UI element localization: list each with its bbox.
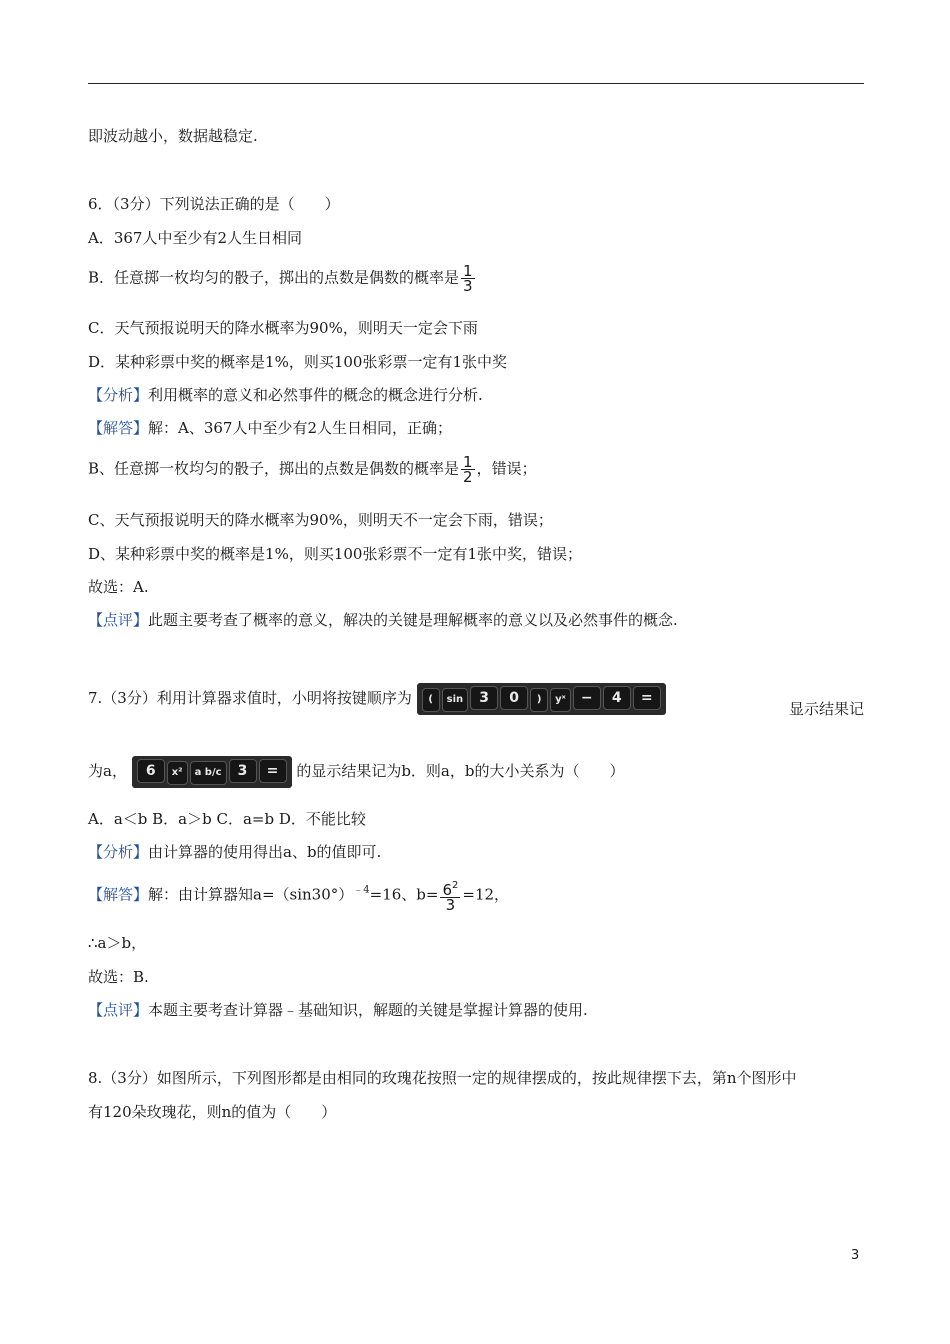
header-rule — [88, 83, 864, 84]
key-open-paren: ( — [422, 688, 440, 712]
option-b-text: B．任意掷一枚均匀的骰子，掷出的点数是偶数的概率是 — [88, 268, 460, 287]
solution-suffix: =12， — [462, 885, 510, 904]
question-7-stem-text: 7.（3分）利用计算器求值时，小明将按键顺序为 — [88, 689, 412, 707]
question-7-line2 — [88, 756, 624, 788]
key-power: yˣ — [550, 688, 571, 712]
key-square: x² — [167, 761, 188, 785]
question-7-therefore: ∴a＞b， — [88, 934, 147, 952]
question-6-analysis — [88, 385, 483, 405]
key-4: 4 — [603, 686, 631, 710]
calculator-keys-a — [417, 683, 666, 715]
question-6-solution-c: C、天气预报说明天的降水概率为90%，则明天不一定会下雨，错误； — [88, 511, 553, 529]
page-number: 3 — [851, 1248, 860, 1263]
question-7-answer: 故选：B. — [88, 968, 149, 986]
key-minus: − — [573, 686, 601, 710]
question-6-comment — [88, 610, 678, 630]
question-6-option-b — [88, 264, 477, 293]
fraction-numerator-base: 6 — [442, 881, 453, 899]
question-6-option-c: C．天气预报说明天的降水概率为90%，则明天一定会下雨 — [88, 319, 478, 337]
question-6-stem: 6．（3分）下列说法正确的是（ ） — [88, 195, 340, 213]
key-sin: sin — [442, 688, 469, 712]
calculator-keys-b — [132, 756, 292, 788]
fraction-one-half — [461, 455, 475, 484]
solution-b-text: B、任意掷一枚均匀的骰子，掷出的点数是偶数的概率是 — [88, 459, 460, 478]
question-6-option-a: A．367人中至少有2人生日相同 — [88, 229, 303, 247]
comment-text: 本题主要考查计算器﹣基础知识，解题的关键是掌握计算器的使用. — [148, 1001, 588, 1019]
key-equals: = — [259, 759, 287, 783]
text-line: 即波动越小，数据越稳定. — [88, 127, 258, 145]
key-close-paren: ) — [530, 688, 548, 712]
fraction-numerator: 1 — [463, 262, 473, 280]
analysis-text: 利用概率的意义和必然事件的概念的概念进行分析. — [148, 386, 483, 404]
key-3: 3 — [470, 686, 498, 710]
question-7-line2-suffix: 的显示结果记为b．则a，b的大小关系为（ ） — [296, 762, 625, 780]
fraction-denominator: 3 — [445, 896, 456, 914]
key-equals: = — [633, 686, 661, 710]
solution-text: 解：A、367人中至少有2人生日相同，正确； — [148, 419, 453, 437]
key-0: 0 — [500, 686, 528, 710]
question-7-solution — [88, 879, 509, 912]
question-7-stem-suffix: 显示结果记 — [788, 700, 864, 718]
question-8-stem-line1: 8.（3分）如图所示，下列图形都是由相同的玫瑰花按照一定的规律摆成的，按此规律摆下去，第n个图形中 — [88, 1069, 797, 1087]
question-7-comment — [88, 1000, 588, 1020]
question-7-options: A．a＜b B．a＞b C．a=b D．不能比较 — [88, 810, 366, 828]
question-6-option-d: D．某种彩票中奖的概率是1%，则买100张彩票一定有1张中奖 — [88, 353, 507, 371]
key-3: 3 — [229, 759, 257, 783]
fraction-numerator: 1 — [463, 453, 473, 471]
question-6-solution-d: D、某种彩票中奖的概率是1%，则买100张彩票不一定有1张中奖，错误； — [88, 545, 582, 563]
solution-text: 解：由计算器知a=（sin30°） — [148, 885, 354, 904]
question-8-stem-line2: 有120朵玫瑰花，则n的值为（ ） — [88, 1103, 337, 1121]
solution-mid: =16、b= — [369, 885, 439, 904]
analysis-tag: 【分析】 — [88, 386, 149, 404]
question-6-solution-b — [88, 455, 537, 484]
question-6-answer: 故选：A. — [88, 578, 149, 596]
comment-tag: 【点评】 — [88, 1001, 149, 1019]
solution-b-suffix: ，错误； — [476, 459, 537, 478]
fraction-one-third — [461, 264, 475, 293]
analysis-tag: 【分析】 — [88, 843, 149, 861]
question-6-solution — [88, 418, 452, 438]
key-6: 6 — [137, 759, 165, 783]
solution-tag: 【解答】 — [88, 885, 149, 904]
fraction-denominator: 3 — [463, 277, 473, 295]
question-7-stem — [88, 683, 864, 718]
analysis-text: 由计算器的使用得出a、b的值即可. — [148, 843, 382, 861]
comment-text: 此题主要考查了概率的意义，解决的关键是理解概率的意义以及必然事件的概念. — [148, 611, 678, 629]
solution-tag: 【解答】 — [88, 419, 149, 437]
fraction-denominator: 2 — [463, 468, 473, 486]
exponent: ﹣4 — [353, 884, 370, 896]
fraction-numerator-exponent: 2 — [452, 880, 459, 891]
comment-tag: 【点评】 — [88, 611, 149, 629]
question-7-analysis — [88, 842, 381, 862]
question-7-line2-prefix: 为a， — [88, 762, 127, 780]
key-fraction: a b/c — [190, 761, 227, 785]
fraction-six-squared-over-three — [440, 879, 460, 912]
